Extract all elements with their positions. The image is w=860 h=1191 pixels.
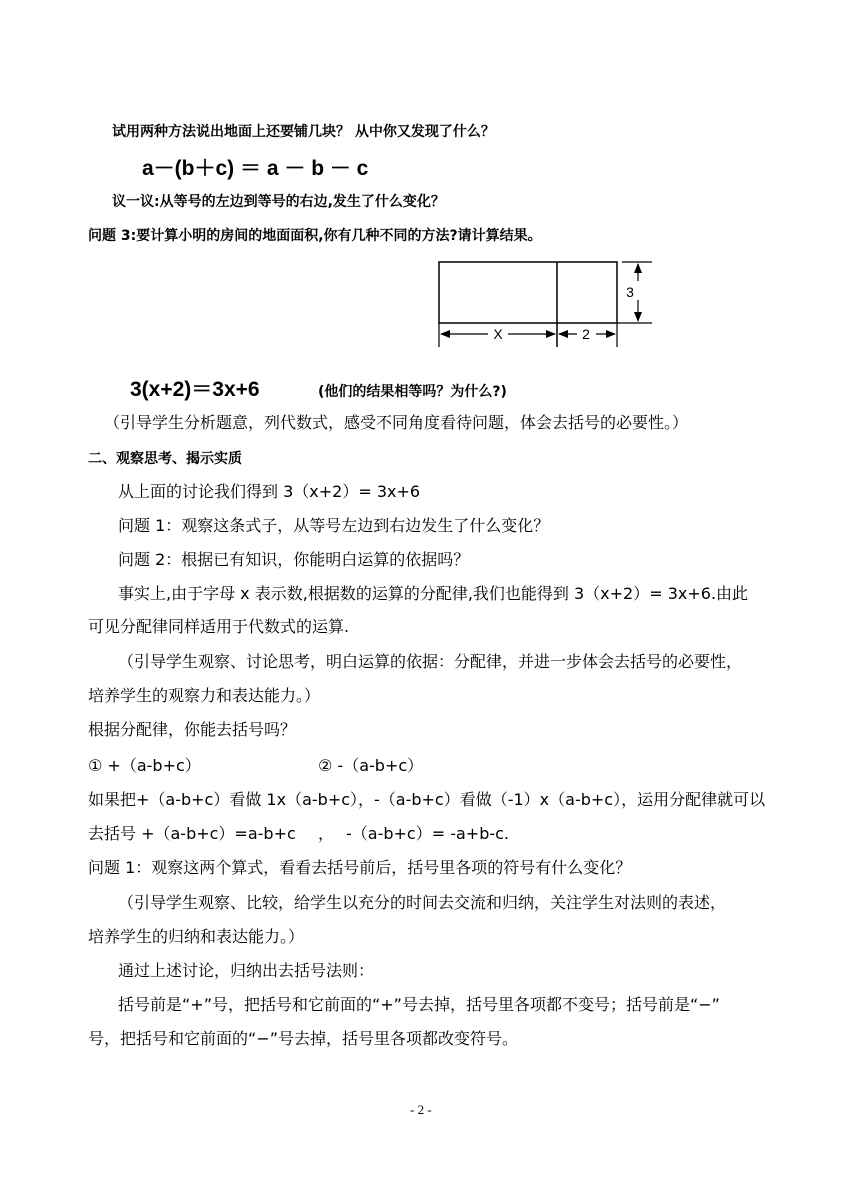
room-rect — [439, 262, 617, 323]
question-line: 试用两种方法说出地面上还要铺几块？ 从中你又发现了什么？ — [112, 124, 495, 140]
formula-line: a－(b＋c) ＝ a － b － c — [142, 157, 369, 180]
guidance-note: （引导学生观察、比较，给学生以充分的时间去交流和归纳，关注学生对法则的表述， — [118, 893, 727, 912]
page-number: - 2 - — [410, 1102, 432, 1117]
discussion-line: 议一议:从等号的左边到等号的右边,发生了什么变化？ — [112, 194, 445, 210]
paragraph-line: 如果把+（a-b+c）看做 1x（a-b+c），-（a-b+c）看做（-1）x（a-b+c），运用分配律就可以 — [88, 790, 766, 809]
problem3-line: 问题 3:要计算小明的房间的地面面积,你有几种不同的方法?请计算结果。 — [88, 228, 542, 244]
separator-comma: ， — [318, 824, 335, 843]
guidance-note: 培养学生的归纳和表达能力。） — [88, 927, 305, 946]
example-2: ② -（a-b+c） — [318, 756, 424, 775]
dim-x-label: X — [493, 326, 503, 342]
rule-line: 括号前是“+”号，把括号和它前面的“+”号去掉，括号里各项都不变号；括号前是“−” — [118, 995, 720, 1014]
paragraph-line: 问题 1：观察这条式子，从等号左边到右边发生了什么变化？ — [118, 516, 550, 535]
paragraph-line: 可见分配律同样适用于代数式的运算. — [88, 617, 350, 636]
example-1: ① +（a-b+c） — [88, 756, 201, 775]
formula-question: (他们的结果相等吗？为什么?) — [318, 384, 507, 400]
paragraph-line: 从上面的讨论我们得到 3（x+2）= 3x+6 — [118, 482, 421, 501]
arrow-left-icon — [558, 330, 568, 338]
arrow-up-icon — [634, 263, 642, 273]
room-diagram — [420, 255, 660, 350]
paragraph-line: 通过上述讨论，归纳出去括号法则： — [118, 961, 375, 980]
paragraph-line: 根据分配律，你能去括号吗？ — [88, 720, 297, 739]
paragraph-line: -（a-b+c）= -a+b-c. — [346, 824, 510, 843]
paragraph-line: 问题 1：观察这两个算式，看看去括号前后，括号里各项的符号有什么变化？ — [88, 858, 632, 877]
rule-line: 号，把括号和它前面的“−”号去掉，括号里各项都改变符号。 — [88, 1029, 518, 1048]
arrow-left-icon — [440, 330, 450, 338]
paragraph-line: 去括号 +（a-b+c）=a-b+c — [88, 824, 296, 843]
paragraph-line: 事实上,由于字母 x 表示数,根据数的运算的分配律,我们也能得到 3（x+2）= 3x+6.由此 — [118, 584, 749, 603]
paragraph-line: 问题 2：根据已有知识，你能明白运算的依据吗？ — [118, 550, 470, 569]
guidance-note: （引导学生分析题意，列代数式，感受不同角度看待问题，体会去括号的必要性。） — [104, 413, 689, 432]
section-heading: 二、观察思考、揭示实质 — [88, 451, 242, 467]
formula-3x-line: 3(x+2)＝3x+6 — [130, 378, 260, 401]
arrow-right-icon — [546, 330, 556, 338]
arrow-down-icon — [634, 312, 642, 322]
guidance-note: （引导学生观察、讨论思考，明白运算的依据：分配律，并进一步体会去括号的必要性， — [118, 652, 743, 671]
dim-3-label: 3 — [626, 284, 634, 300]
dim-2-label: 2 — [582, 326, 590, 342]
arrow-right-icon — [606, 330, 616, 338]
guidance-note: 培养学生的观察力和表达能力。） — [88, 686, 321, 705]
